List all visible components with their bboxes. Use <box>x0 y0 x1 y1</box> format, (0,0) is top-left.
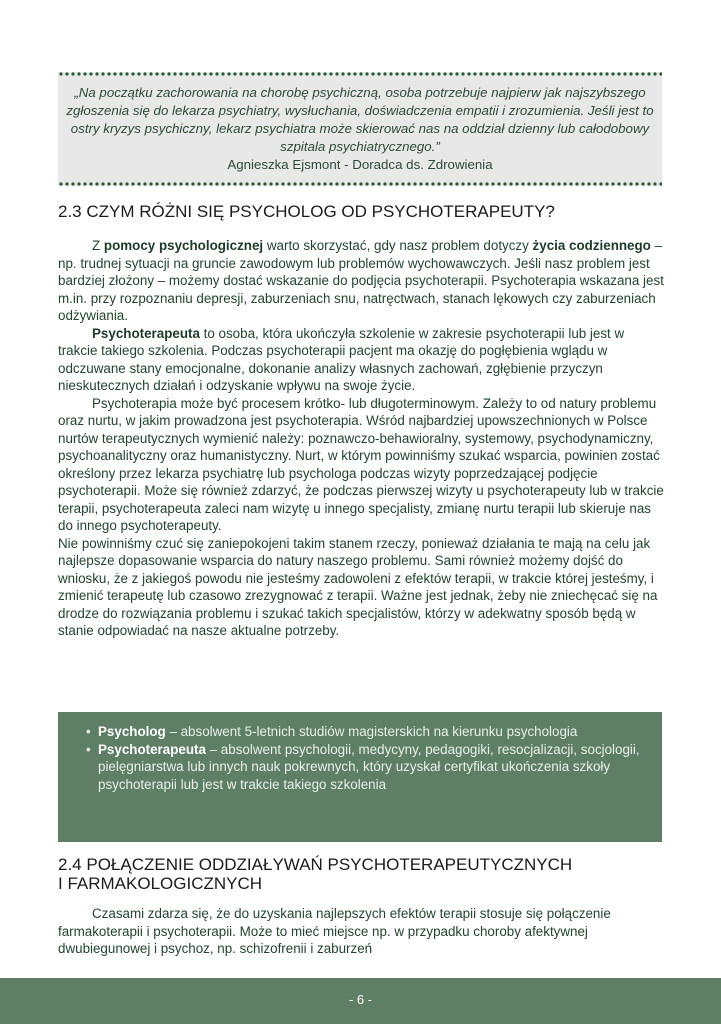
quote-author: Agnieszka Ejsmont - Doradca ds. Zdrowienia <box>227 157 493 172</box>
bullet-icon: • <box>86 724 91 739</box>
heading-line-1: 2.4 POŁĄCZENIE ODDZIAŁYWAŃ PSYCHOTERAPEUTYCZNYCH <box>58 855 573 874</box>
bullet-icon: • <box>86 741 91 757</box>
paragraph-4: Nie powinniśmy czuć się zaniepokojeni takim stanem rzeczy, ponieważ działania te mają na celu jak najlepsze dopasowanie wsparcia do natury naszego problemu. Sami również możemy dojść do wniosku, że z jakiegoś powodu nie jesteśmy zadowoleni z efektów terapii, w trakcie której jesteśmy, i zmienić terapeutę lub czasowo zrezygnować z terapii. Ważne jest jednak, żeby nie zniechęcać się na drodze do rozwiązania problemu i szukać takich specjalistów, którzy w adekwatny sposób będą w stanie odpowiadać na nasze aktualne potrzeby. <box>58 535 658 638</box>
section-2-3-body <box>58 237 666 640</box>
p1-bold-psych-help: pomocy psychologicznej <box>103 238 264 253</box>
definition-desc: – absolwent 5-letnich studiów magisterskich na kierunku psychologia <box>165 724 578 739</box>
paragraph-1 <box>58 237 666 325</box>
dotted-border-bottom <box>58 182 662 186</box>
p2-rest: to osoba, która ukończyła szkolenie w zakresie psychoterapii lub jest w trakcie takiego szkolenia. Podczas psychoterapii pacjent ma okazję do pogłębienia wglądu w odczuwane stany emocjonalne, dokonanie analizy własnych zachowań, zgłębienie przyczyn nieskutecznych działań i odzyskanie wpływu na swoje życie. <box>58 325 625 393</box>
p1-end: – np. trudnej sytuacji na gruncie zawodowym lub problemów wychowawczych. Jeśli nasz problem jest bardziej złożony – możemy dostać wskazanie do podjęcia psychoterapii. Psychoterapia wskazana jest m.in. przy rozpoznaniu depresji, zaburzeniach snu, natręctwach, stanach lękowych czy zaburzeniach odżywiania. <box>58 238 664 323</box>
footer-bar <box>0 978 721 1024</box>
definition-term: Psychoterapeuta <box>98 741 206 757</box>
paragraph-2 <box>58 325 666 395</box>
page-number: - 6 - <box>348 992 373 1007</box>
definition-term: Psycholog <box>98 724 166 739</box>
p1-start: Z <box>92 238 104 253</box>
p2-bold-psychotherapist: Psychoterapeuta <box>92 325 200 341</box>
dotted-border-top <box>58 72 662 76</box>
definitions-box <box>58 712 662 842</box>
section-2-4-body <box>58 905 666 958</box>
quote-box <box>58 72 662 186</box>
heading-line-2: I FARMAKOLOGICZNYCH <box>58 874 263 893</box>
paragraph-3: Psychoterapia może być procesem krótko- lub długoterminowym. Zależy to od natury problemu oraz nurtu, w jakim prowadzona jest psychoterapia. Wśród najbardziej upowszechnionych w Polsce nurtów terapeutycznych wymienić należy: poznawczo-behawioralny, systemowy, psychodynamiczny, psychoanalityczny oraz humanistyczny. Nurt, w którym powinniśmy szukać wsparcia, powinien zostać określony przez lekarza psychiatrę lub psychologa podczas wizyty poprzedzającej podjęcie psychoterapii. Może się również zdarzyć, że podczas pierwszej wizyty u psychoterapeuty lub w trakcie terapii, psychoterapeuta zaleci nam wizytę u innego specjalisty, zmianę nurtu terapii lub skieruje nas do innego psychoterapeuty. <box>58 395 664 533</box>
paragraph-5: Czasami zdarza się, że do uzyskania najlepszych efektów terapii stosuje się połączenie farmakoterapii i psychoterapii. Może to mieć miejsce np. w przypadku choroby afektywnej dwubiegunowej i psychoz, np. schizofrenii i zaburzeń <box>58 906 611 956</box>
section-heading-2-3: 2.3 CZYM RÓŻNI SIĘ PSYCHOLOG OD PSYCHOTERAPEUTY? <box>58 202 555 221</box>
p1-mid: warto skorzystać, gdy nasz problem dotyczy <box>263 238 533 253</box>
definition-item-psychologist <box>86 723 646 741</box>
definition-item-psychotherapist <box>86 741 646 794</box>
definition-desc: – absolwent psychologii, medycyny, pedagogiki, resocjalizacji, socjologii, pielęgniarstwa lub innych nauk pokrewnych, który uzyskał certyfikat ukończenia szkoły psychoterapii lub jest w trakcie takiego szkolenia <box>98 741 640 792</box>
definitions-list <box>86 723 646 793</box>
p1-bold-daily-life: życia codziennego <box>532 238 651 253</box>
section-heading-2-4 <box>58 855 668 893</box>
quote-text: „Na początku zachorowania na chorobę psychiczną, osoba potrzebuje najpierw jak najszybszego zgłoszenia się do lekarza psychiatry, wysłuchania, doświadczenia empatii i zrozumienia. Jeśli jest to ostry kryzys psychiczny, lekarz psychiatra może skierować nas na oddział dzienny lub całodobowy szpitala psychiatrycznego.” <box>66 85 654 154</box>
